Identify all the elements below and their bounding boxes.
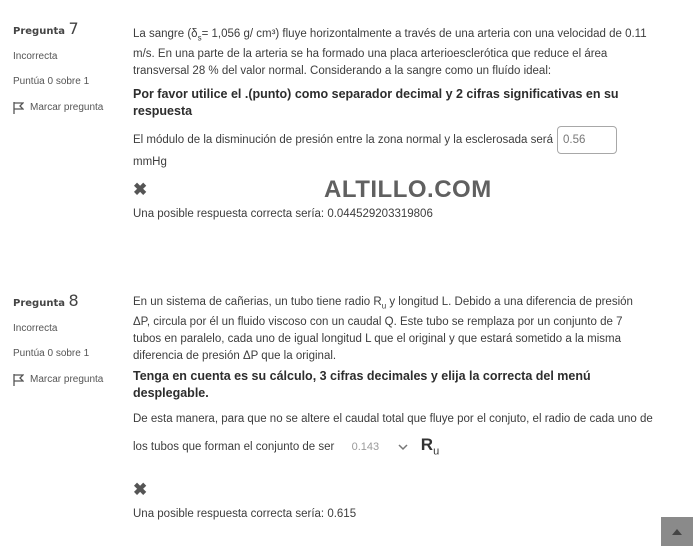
question-text: En un sistema de cañerias, un tubo tiene radio $R_u$ y longitud L. Debido a una diferencia de presión ΔP, circula por él un fluido viscoso con un caudal Q. Este tubo se remplaza por un conjunto de 7 tubos en paralelo, cada uno de igual longitud L que el original y que estará sometido a la misma diferencia de presión ΔP que la original. bbox=[133, 296, 633, 363]
question-status: Incorrecta bbox=[13, 50, 58, 62]
radius-symbol: $R_u$ bbox=[420, 435, 440, 458]
answer-input[interactable]: 0.56 bbox=[557, 126, 617, 154]
flag-icon bbox=[13, 102, 24, 114]
question-status: Incorrecta bbox=[13, 322, 58, 334]
question-info bbox=[13, 290, 123, 398]
correct-answer-feedback: Una posible respuesta correcta sería: 0.044529203319806 bbox=[133, 208, 433, 221]
flag-icon bbox=[13, 374, 24, 386]
answer-line: El módulo de la disminución de presión entre la zona normal y la esclerosada será 0.56 bbox=[133, 126, 653, 154]
scroll-to-top-button[interactable] bbox=[661, 517, 693, 546]
question-instruction: Por favor utilice el .(punto) como separador decimal y 2 cifras significativas en su respuesta bbox=[133, 87, 619, 119]
question-info bbox=[13, 18, 123, 126]
question-text: La sangre ($\delta_s= 1,056$ g/ cm³) fluye horizontalmente a través de una arteria con una velocidad de 0.11 m/s. En una parte de la arteria se ha formado una placa arterioesclerótica que reduce el área transversal 28 % del valor normal. Considerando a la sangre como un fluído ideal: bbox=[133, 28, 647, 78]
chevron-down-icon bbox=[398, 442, 408, 452]
question-number: Pregunta 8 bbox=[13, 291, 79, 310]
question-score: Puntúa 0 sobre 1 bbox=[13, 348, 90, 360]
question-score: Puntúa 0 sobre 1 bbox=[13, 76, 90, 88]
question-number: Pregunta 7 bbox=[13, 19, 79, 38]
watermark: ALTILLO.COM bbox=[324, 176, 492, 203]
answer-unit: mmHg bbox=[133, 156, 167, 169]
flag-question-link[interactable]: Marcar pregunta bbox=[13, 373, 123, 387]
chevron-up-icon bbox=[671, 528, 683, 536]
question-content bbox=[133, 294, 653, 523]
answer-select[interactable]: 0.143 bbox=[352, 436, 408, 458]
answer-line: De esta manera, para que no se altere el caudal total que fluye por el conjuto, el radio de cada uno de los tubos que forman el conjunto de ser 0.143 $R_u$ bbox=[133, 413, 653, 458]
incorrect-icon: ✖ bbox=[133, 479, 148, 499]
question-instruction: Tenga en cuenta es su cálculo, 3 cifras decimales y elija la correcta del menú desplegable. bbox=[133, 369, 591, 401]
correct-answer-feedback: Una posible respuesta correcta sería: 0.615 bbox=[133, 507, 357, 520]
flag-question-link[interactable]: Marcar pregunta bbox=[13, 101, 123, 115]
incorrect-icon: ✖ bbox=[133, 180, 148, 200]
